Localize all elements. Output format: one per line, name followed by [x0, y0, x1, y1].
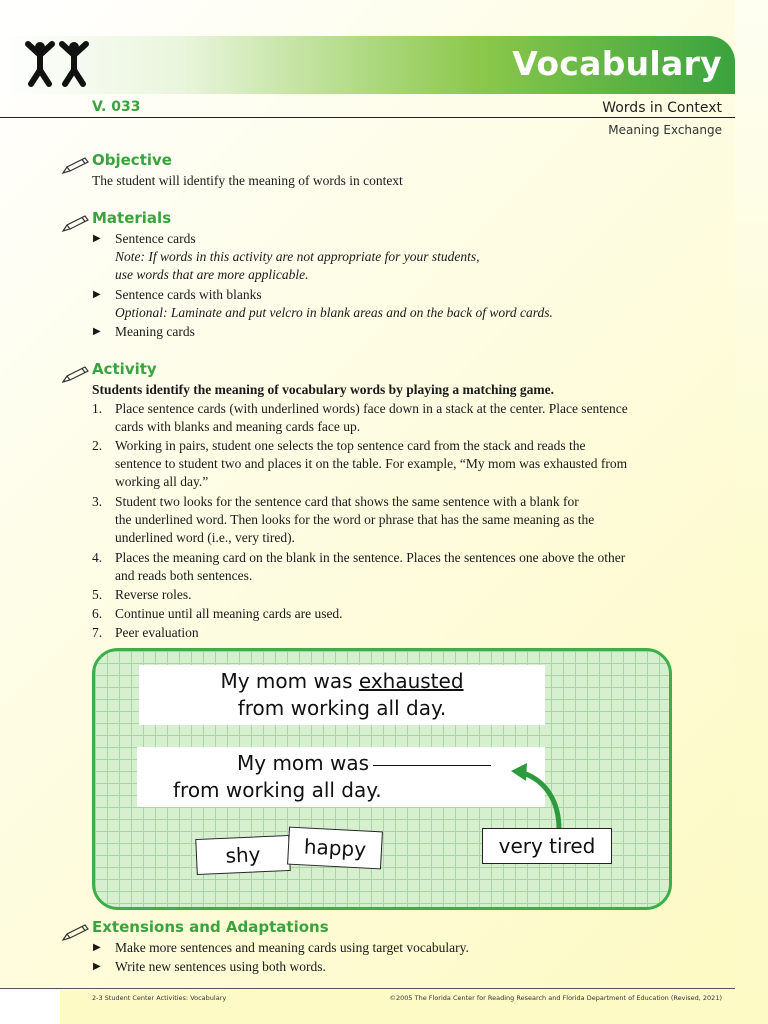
- step-line: sentence to student two and places it on the table. For example, “My mom was exhausted from: [115, 456, 628, 471]
- footer-left: 2-3 Student Center Activities: Vocabulary: [92, 994, 227, 1002]
- pencil-icon: [60, 923, 90, 943]
- extension-item: Make more sentences and meaning cards using target vocabulary.: [115, 940, 469, 955]
- illustration-panel: [92, 648, 672, 910]
- header-rule: [0, 117, 735, 118]
- bullet-triangle-icon: ▶: [93, 233, 101, 244]
- card-text: My mom was: [220, 669, 359, 693]
- step-line: underlined word (i.e., very tired).: [115, 530, 295, 545]
- activity-subtitle: Words in Context: [602, 100, 722, 116]
- step-line: working all day.”: [115, 474, 209, 489]
- sentence-card: [139, 665, 545, 725]
- people-logo-icon: [22, 40, 94, 88]
- step-number: 1.: [92, 401, 103, 416]
- blank-line: [373, 765, 491, 766]
- step-line: the underlined word. Then looks for the word or phrase that has the same meaning as the: [115, 512, 595, 527]
- bullet-triangle-icon: ▶: [93, 961, 101, 972]
- material-note: Optional: Laminate and put velcro in blank areas and on the back of word cards.: [115, 305, 553, 320]
- step-line: Continue until all meaning cards are used.: [115, 606, 343, 621]
- bullet-triangle-icon: ▶: [93, 326, 101, 337]
- step-number: 4.: [92, 550, 103, 565]
- step-line: Places the meaning card on the blank in the sentence. Places the sentences one above the other: [115, 550, 626, 565]
- step-line: cards with blanks and meaning cards face up.: [115, 419, 361, 434]
- card-text: from working all day.: [237, 696, 447, 720]
- step-line: Place sentence cards (with underlined words) face down in a stack at the center. Place sentence: [115, 401, 628, 416]
- step-line: Peer evaluation: [115, 625, 199, 640]
- step-line: Reverse roles.: [115, 587, 192, 602]
- activity-intro: Students identify the meaning of vocabulary words by playing a matching game.: [92, 382, 555, 397]
- step-number: 3.: [92, 494, 103, 509]
- step-line: and reads both sentences.: [115, 568, 253, 583]
- extensions-heading: Extensions and Adaptations: [92, 918, 329, 936]
- footer-rule: [0, 988, 735, 989]
- page-title: Vocabulary: [512, 44, 722, 83]
- activity-heading: Activity: [92, 360, 157, 378]
- material-item: Sentence cards: [115, 231, 196, 246]
- material-note: Note: If words in this activity are not appropriate for your students,: [115, 249, 480, 264]
- meaning-card: very tired: [482, 828, 612, 864]
- step-number: 7.: [92, 625, 103, 640]
- step-number: 6.: [92, 606, 103, 621]
- footer-right: ©2005 The Florida Center for Reading Research and Florida Department of Education (Revised, 2021): [389, 994, 722, 1002]
- pencil-icon: [60, 214, 90, 234]
- underlined-word: exhausted: [358, 669, 464, 693]
- objective-text: The student will identify the meaning of words in context: [92, 173, 403, 188]
- pencil-icon: [60, 365, 90, 385]
- pencil-icon: [60, 156, 90, 176]
- meaning-card: happy: [287, 827, 383, 870]
- material-item: Sentence cards with blanks: [115, 287, 262, 302]
- step-line: Working in pairs, student one selects the top sentence card from the stack and reads the: [115, 438, 586, 453]
- card-text: My mom was: [237, 751, 370, 775]
- card-text: from working all day.: [173, 778, 382, 802]
- material-item: Meaning cards: [115, 324, 195, 339]
- objective-heading: Objective: [92, 151, 172, 169]
- bullet-triangle-icon: ▶: [93, 942, 101, 953]
- sentence-card-blank: [137, 747, 545, 807]
- meaning-card: shy: [195, 835, 290, 875]
- extension-item: Write new sentences using both words.: [115, 959, 326, 974]
- bullet-triangle-icon: ▶: [93, 289, 101, 300]
- arrow-icon: [503, 759, 573, 831]
- activity-name: Meaning Exchange: [608, 123, 722, 137]
- activity-code: V. 033: [92, 99, 141, 115]
- step-number: 2.: [92, 438, 103, 453]
- materials-heading: Materials: [92, 209, 172, 227]
- material-note: use words that are more applicable.: [115, 267, 309, 282]
- step-line: Student two looks for the sentence card that shows the same sentence with a blank for: [115, 494, 579, 509]
- step-number: 5.: [92, 587, 103, 602]
